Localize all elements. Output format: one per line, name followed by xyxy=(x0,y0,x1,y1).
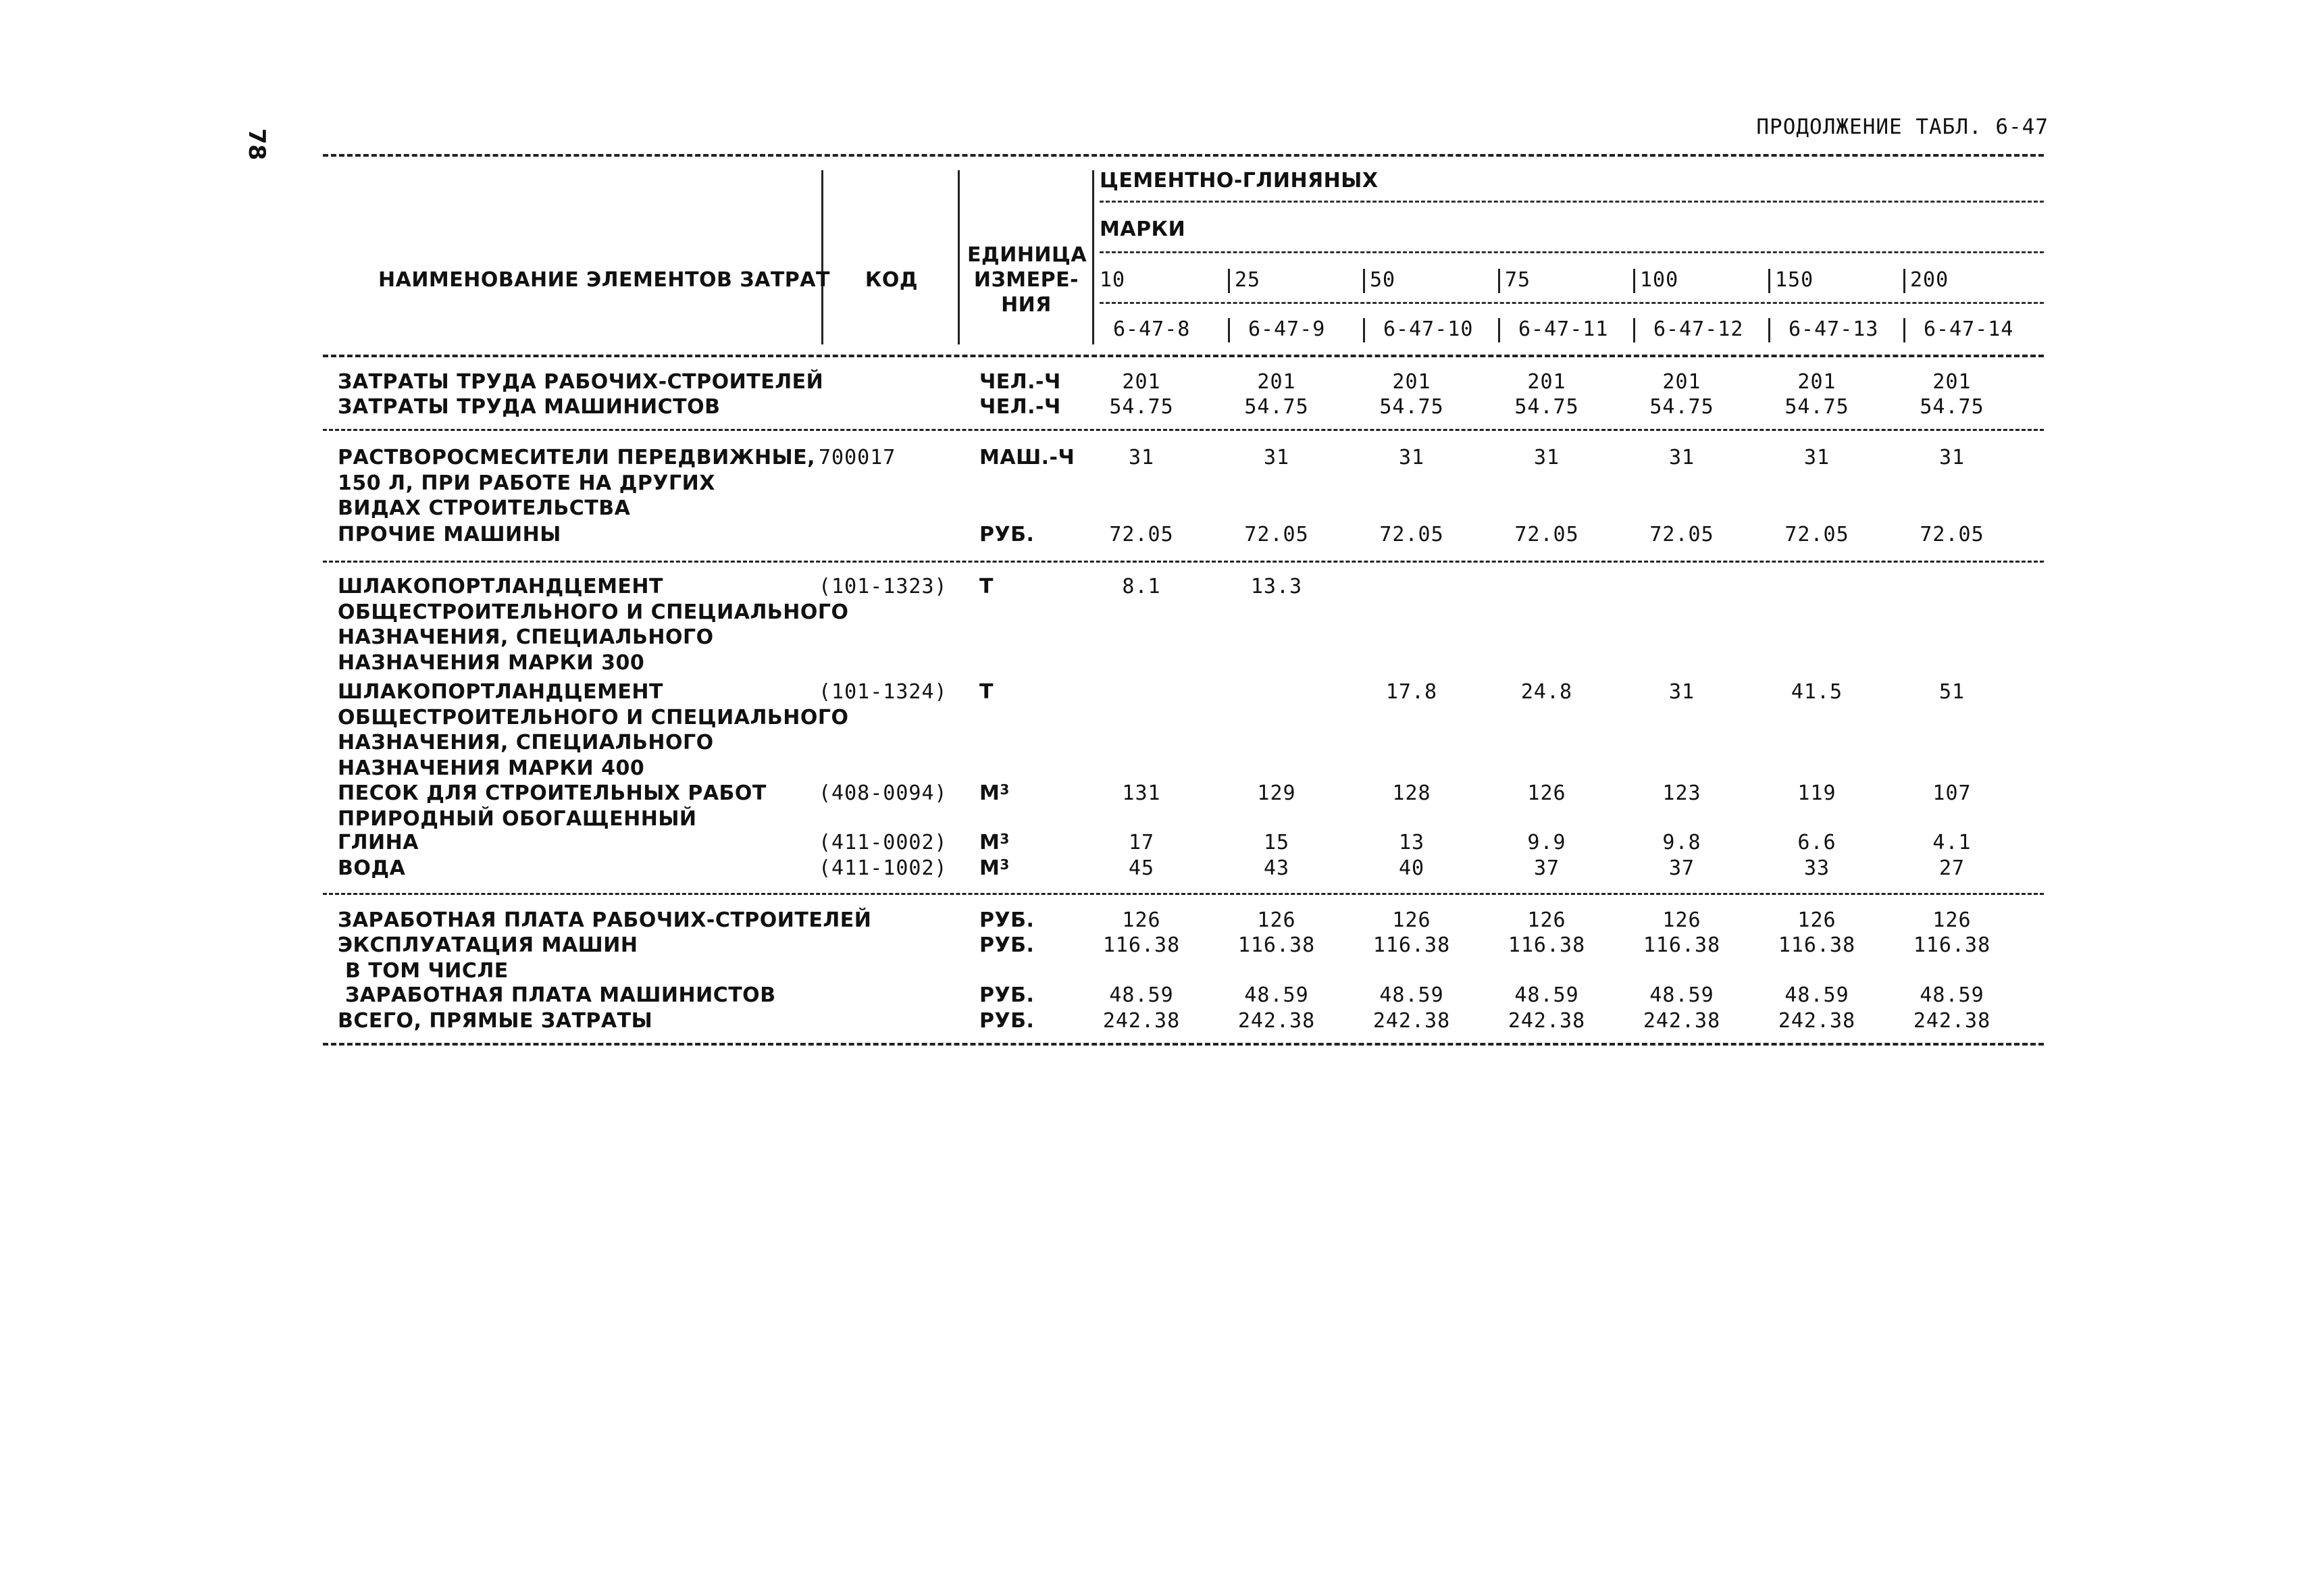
row-value: 201 xyxy=(1527,370,1566,394)
row-unit-text: М xyxy=(979,856,1000,880)
row-value: 31 xyxy=(1128,446,1155,469)
grade-10: 10 xyxy=(1100,268,1126,292)
row-value: 116.38 xyxy=(1778,933,1856,957)
grade-divider xyxy=(1633,269,1635,293)
code-divider xyxy=(1633,318,1635,342)
grade-25: 25 xyxy=(1235,268,1261,292)
row-unit xyxy=(979,1009,1034,1033)
header-group: ЦЕМЕНТНО-ГЛИНЯНЫХ xyxy=(1100,169,1379,192)
row-value: 116.38 xyxy=(1643,933,1721,957)
code-6-47-8: 6-47-8 xyxy=(1113,317,1191,341)
divider-unit-data xyxy=(1092,170,1094,344)
row-code: (408-0094) xyxy=(819,781,948,805)
row-value: 116.38 xyxy=(1102,933,1181,957)
row-name-line: ПРОЧИЕ МАШИНЫ xyxy=(338,523,561,546)
grade-divider xyxy=(1903,269,1905,293)
row-name-line: НАЗНАЧЕНИЯ МАРКИ 300 xyxy=(338,650,645,675)
grade-divider xyxy=(1228,269,1230,293)
row-value: 27 xyxy=(1938,856,1965,880)
row-value: 128 xyxy=(1392,781,1431,805)
row-name-line: ШЛАКОПОРТЛАНДЦЕМЕНТ xyxy=(338,575,663,598)
code-6-47-14: 6-47-14 xyxy=(1924,317,2014,341)
row-value: 51 xyxy=(1938,680,1965,704)
code-6-47-13: 6-47-13 xyxy=(1789,317,1879,341)
row-value: 17 xyxy=(1128,831,1155,854)
grade-150: 150 xyxy=(1775,268,1814,292)
row-value: 201 xyxy=(1122,370,1161,394)
row-value: 45 xyxy=(1128,856,1155,880)
grade-divider xyxy=(1498,269,1500,293)
row-value: 126 xyxy=(1662,908,1701,932)
header-unit-line2: ИЗМЕРЕ- xyxy=(973,268,1079,292)
header-name-col: НАИМЕНОВАНИЕ ЭЛЕМЕНТОВ ЗАТРАТ xyxy=(378,268,830,292)
row-value: 72.05 xyxy=(1514,523,1579,546)
section-rule xyxy=(323,561,2044,563)
row-value: 72.05 xyxy=(1920,523,1984,546)
row-value: 4.1 xyxy=(1932,831,1972,854)
row-unit-superscript: 3 xyxy=(1000,856,1010,873)
row-value: 72.05 xyxy=(1379,523,1444,546)
grade-200: 200 xyxy=(1910,268,1949,292)
row-value: 201 xyxy=(1392,370,1431,394)
row-unit xyxy=(979,933,1034,958)
row-value: 37 xyxy=(1668,856,1695,880)
code-divider xyxy=(1768,318,1770,342)
row-value: 242.38 xyxy=(1237,1009,1316,1033)
row-name-line: НАЗНАЧЕНИЯ, СПЕЦИАЛЬНОГО xyxy=(338,731,714,754)
row-value: 13.3 xyxy=(1250,575,1303,598)
row-value: 54.75 xyxy=(1109,395,1174,419)
row-name-line: ГЛИНА xyxy=(338,831,419,854)
code-6-47-11: 6-47-11 xyxy=(1518,317,1609,341)
grade-75: 75 xyxy=(1505,268,1531,292)
row-value: 17.8 xyxy=(1385,680,1438,704)
row-value: 37 xyxy=(1533,856,1560,880)
row-unit xyxy=(979,781,1010,806)
row-value: 54.75 xyxy=(1920,395,1984,419)
code-divider xyxy=(1363,318,1365,342)
row-value: 31 xyxy=(1398,446,1425,469)
row-value: 126 xyxy=(1527,908,1566,932)
row-value: 40 xyxy=(1398,856,1425,880)
row-value: 31 xyxy=(1668,680,1695,704)
row-value: 54.75 xyxy=(1379,395,1444,419)
row-name-line: ЗАРАБОТНАЯ ПЛАТА РАБОЧИХ-СТРОИТЕЛЕЙ xyxy=(338,908,872,932)
row-unit-text: Т xyxy=(979,575,994,598)
row-value: 31 xyxy=(1803,446,1830,469)
section-rule xyxy=(323,893,2044,895)
row-value: 126 xyxy=(1257,908,1296,932)
row-value: 31 xyxy=(1668,446,1695,469)
code-divider xyxy=(1903,318,1905,342)
grade-divider xyxy=(1363,269,1365,293)
row-value: 131 xyxy=(1122,781,1161,805)
row-value: 54.75 xyxy=(1514,395,1579,419)
row-name-line: РАСТВОРОСМЕСИТЕЛИ ПЕРЕДВИЖНЫЕ, xyxy=(338,446,816,469)
row-name-line: ЗАТРАТЫ ТРУДА МАШИНИСТОВ xyxy=(338,395,721,419)
row-name-line: ВИДАХ СТРОИТЕЛЬСТВА xyxy=(338,496,631,520)
header-grade-rule xyxy=(1100,302,2044,304)
row-code: (101-1323) xyxy=(819,575,948,598)
row-unit-text: РУБ. xyxy=(979,523,1035,546)
code-divider xyxy=(1228,318,1230,342)
row-value: 116.38 xyxy=(1508,933,1586,957)
row-value: 15 xyxy=(1263,831,1290,854)
row-value: 48.59 xyxy=(1784,983,1849,1007)
code-6-47-10: 6-47-10 xyxy=(1383,317,1474,341)
row-value: 43 xyxy=(1263,856,1290,880)
row-unit-text: ЧЕЛ.-Ч xyxy=(979,370,1061,394)
row-name-line: ВСЕГО, ПРЯМЫЕ ЗАТРАТЫ xyxy=(338,1009,653,1033)
row-unit xyxy=(979,523,1034,547)
row-value: 242.38 xyxy=(1102,1009,1181,1033)
top-rule xyxy=(323,154,2044,157)
row-name-line: ОБЩЕСТРОИТЕЛЬНОГО И СПЕЦИАЛЬНОГО xyxy=(338,600,849,624)
row-value: 8.1 xyxy=(1122,575,1161,598)
row-value: 54.75 xyxy=(1244,395,1309,419)
row-value: 201 xyxy=(1932,370,1972,394)
row-unit xyxy=(979,680,994,704)
row-value: 126 xyxy=(1527,781,1566,805)
row-value: 107 xyxy=(1932,781,1972,805)
row-value: 54.75 xyxy=(1784,395,1849,419)
row-name-line: НАЗНАЧЕНИЯ, СПЕЦИАЛЬНОГО xyxy=(338,625,714,649)
header-unit-line3: НИЯ xyxy=(1001,293,1052,317)
row-code: (101-1324) xyxy=(819,680,948,704)
row-value: 24.8 xyxy=(1520,680,1573,704)
row-value: 54.75 xyxy=(1649,395,1714,419)
header-code-col: КОД xyxy=(865,268,919,292)
row-unit xyxy=(979,446,1075,470)
row-value: 72.05 xyxy=(1109,523,1174,546)
row-unit-text: РУБ. xyxy=(979,983,1035,1007)
row-name-line: В ТОМ ЧИСЛЕ xyxy=(338,958,509,983)
row-unit-text: РУБ. xyxy=(979,908,1035,932)
row-value: 41.5 xyxy=(1791,680,1843,704)
row-name-line: ЭКСПЛУАТАЦИЯ МАШИН xyxy=(338,933,638,957)
row-value: 72.05 xyxy=(1784,523,1849,546)
row-value: 242.38 xyxy=(1913,1009,1991,1033)
row-value: 242.38 xyxy=(1778,1009,1856,1033)
row-value: 116.38 xyxy=(1913,933,1991,957)
row-value: 129 xyxy=(1257,781,1296,805)
row-unit xyxy=(979,370,1061,394)
row-unit-text: ЧЕЛ.-Ч xyxy=(979,395,1061,419)
row-value: 31 xyxy=(1263,446,1290,469)
row-value: 123 xyxy=(1662,781,1701,805)
header-bottom-rule xyxy=(323,355,2044,357)
row-code: 700017 xyxy=(819,446,896,469)
row-unit xyxy=(979,908,1034,933)
row-value: 48.59 xyxy=(1379,983,1444,1007)
row-value: 116.38 xyxy=(1372,933,1451,957)
row-value: 31 xyxy=(1938,446,1965,469)
row-value: 201 xyxy=(1662,370,1701,394)
row-value: 126 xyxy=(1122,908,1161,932)
row-value: 48.59 xyxy=(1244,983,1309,1007)
row-value: 72.05 xyxy=(1649,523,1714,546)
row-value: 72.05 xyxy=(1244,523,1309,546)
header-subgroup: МАРКИ xyxy=(1100,217,1186,241)
row-name-line: ЗАРАБОТНАЯ ПЛАТА МАШИНИСТОВ xyxy=(338,983,776,1007)
row-value: 9.9 xyxy=(1527,831,1566,854)
row-value: 201 xyxy=(1797,370,1836,394)
code-6-47-9: 6-47-9 xyxy=(1248,317,1326,341)
row-unit-text: М xyxy=(979,781,1000,805)
header-unit-line1: ЕДИНИЦА xyxy=(967,243,1087,267)
row-unit xyxy=(979,983,1034,1008)
row-unit-text: РУБ. xyxy=(979,933,1035,957)
bottom-rule xyxy=(323,1043,2044,1046)
row-unit-superscript: 3 xyxy=(1000,831,1010,847)
row-value: 116.38 xyxy=(1237,933,1316,957)
row-unit xyxy=(979,856,1010,881)
header-group-rule xyxy=(1100,201,2044,203)
row-unit-text: РУБ. xyxy=(979,1009,1035,1033)
row-name-line: ШЛАКОПОРТЛАНДЦЕМЕНТ xyxy=(338,680,663,704)
row-value: 48.59 xyxy=(1920,983,1984,1007)
row-name-line: ПРИРОДНЫЙ ОБОГАЩЕННЫЙ xyxy=(338,806,697,831)
page-number: 78 xyxy=(243,128,270,161)
row-name-line: ОБЩЕСТРОИТЕЛЬНОГО И СПЕЦИАЛЬНОГО xyxy=(338,705,849,729)
row-value: 242.38 xyxy=(1372,1009,1451,1033)
row-unit xyxy=(979,575,994,599)
row-value: 48.59 xyxy=(1109,983,1174,1007)
row-unit-text: МАШ.-Ч xyxy=(979,446,1075,469)
row-unit-text: Т xyxy=(979,680,994,704)
row-value: 126 xyxy=(1932,908,1972,932)
row-unit xyxy=(979,395,1061,419)
row-value: 242.38 xyxy=(1508,1009,1586,1033)
row-unit-superscript: 3 xyxy=(1000,781,1010,798)
header-subgroup-rule xyxy=(1100,251,2044,253)
row-name-line: ЗАТРАТЫ ТРУДА РАБОЧИХ-СТРОИТЕЛЕЙ xyxy=(338,370,824,394)
row-unit xyxy=(979,831,1010,855)
row-value: 48.59 xyxy=(1649,983,1714,1007)
row-value: 119 xyxy=(1797,781,1836,805)
row-value: 33 xyxy=(1803,856,1830,880)
grade-100: 100 xyxy=(1640,268,1679,292)
code-divider xyxy=(1498,318,1500,342)
row-name-line: 150 Л, ПРИ РАБОТЕ НА ДРУГИХ xyxy=(338,471,715,495)
section-rule xyxy=(323,429,2044,431)
divider-name-code xyxy=(821,170,823,344)
row-value: 242.38 xyxy=(1643,1009,1721,1033)
row-code: (411-0002) xyxy=(819,831,948,854)
row-code: (411-1002) xyxy=(819,856,948,880)
row-name-line: ВОДА xyxy=(338,856,406,880)
row-unit-text: М xyxy=(979,831,1000,854)
code-6-47-12: 6-47-12 xyxy=(1653,317,1744,341)
divider-code-unit xyxy=(958,170,960,344)
row-value: 126 xyxy=(1392,908,1431,932)
table-title: ПРОДОЛЖЕНИЕ ТАБЛ. 6-47 xyxy=(1756,115,2049,139)
grade-divider xyxy=(1768,269,1770,293)
grade-50: 50 xyxy=(1370,268,1396,292)
row-value: 201 xyxy=(1257,370,1296,394)
row-name-line: ПЕСОК ДЛЯ СТРОИТЕЛЬНЫХ РАБОТ xyxy=(338,781,767,805)
row-name-line: НАЗНАЧЕНИЯ МАРКИ 400 xyxy=(338,756,645,780)
row-value: 31 xyxy=(1533,446,1560,469)
row-value: 13 xyxy=(1398,831,1425,854)
row-value: 9.8 xyxy=(1662,831,1701,854)
row-value: 126 xyxy=(1797,908,1836,932)
row-value: 48.59 xyxy=(1514,983,1579,1007)
row-value: 6.6 xyxy=(1797,831,1836,854)
